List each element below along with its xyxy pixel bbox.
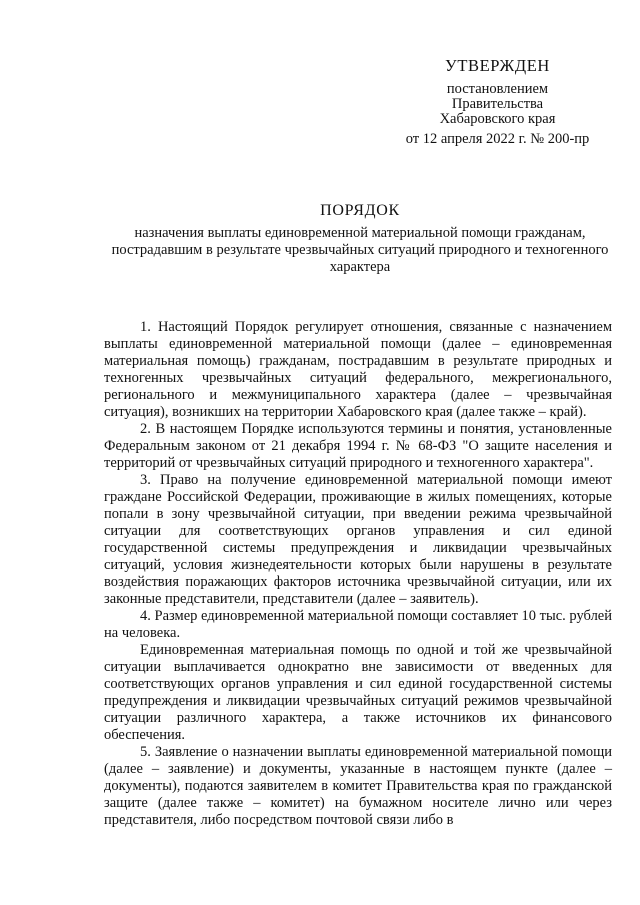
document-title: ПОРЯДОК: [320, 202, 400, 219]
approval-date: от 12 апреля 2022 г. № 200-пр: [405, 131, 590, 147]
approval-line: Хабаровского края: [439, 111, 556, 127]
document-subtitle: назначения выплаты единовременной материальной помощи гражданам, пострадавшим в результате чрезвычайных ситуаций природного и техногенного характера: [111, 225, 609, 275]
paragraph-5: Единовременная материальная помощь по одной и той же чрезвычайной ситуации выплачивается однократно вне зависимости от введенных для соответствующих органов управления и сил единой государственной системы предупреждения и ликвидации чрезвычайных ситуаций режимов чрезвычайной ситуации различного характера, а также источников их финансового обеспечения.: [104, 642, 612, 743]
approval-stamp: [395, 56, 600, 148]
paragraph-2: 2. В настоящем Порядке используются термины и понятия, установленные Федеральным законом от 21 декабря 1994 г. № 68-ФЗ "О защите населения и территорий от чрезвычайных ситуаций природного и техногенного характера".: [104, 421, 612, 471]
paragraph-3: 3. Право на получение единовременной материальной помощи имеют граждане Российской Федерации, проживающие в жилых помещениях, которые попали в зону чрезвычайной ситуации, при введении режима чрезвычайной ситуации для соответствующих органов управления и сил единой государственной системы предупреждения и ликвидации чрезвычайных ситуаций, условия жизнедеятельности которых были нарушены в результате воздействия поражающих факторов источника чрезвычайной ситуации, или их законные представители, представители (далее – заявитель).: [104, 472, 612, 607]
document-heading: [100, 202, 620, 276]
document-body: [104, 319, 612, 829]
paragraph-1: 1. Настоящий Порядок регулирует отношения, связанные с назначением выплаты единовременной материальной помощи (далее – единовременная материальная помощь) гражданам, пострадавшим в результате природных и техногенных чрезвычайных ситуаций федерального, межрегионального, регионального и межмуниципального характера (далее – чрезвычайная ситуация), возникших на территории Хабаровского края (далее также – край).: [104, 319, 612, 420]
approval-line: Правительства: [451, 96, 544, 112]
paragraph-6: 5. Заявление о назначении выплаты единовременной материальной помощи (далее – заявление) и документы, указанные в настоящем пункте (далее – документы), подаются заявителем в комитет Правительства края по гражданской защите (далее также – комитет) на бумажном носителе лично или через представителя, либо посредством почтовой связи либо в: [104, 744, 612, 828]
approval-line: постановлением: [446, 81, 549, 97]
paragraph-4: 4. Размер единовременной материальной помощи составляет 10 тыс. рублей на человека.: [104, 608, 612, 641]
approval-title: УТВЕРЖДЕН: [445, 56, 550, 75]
